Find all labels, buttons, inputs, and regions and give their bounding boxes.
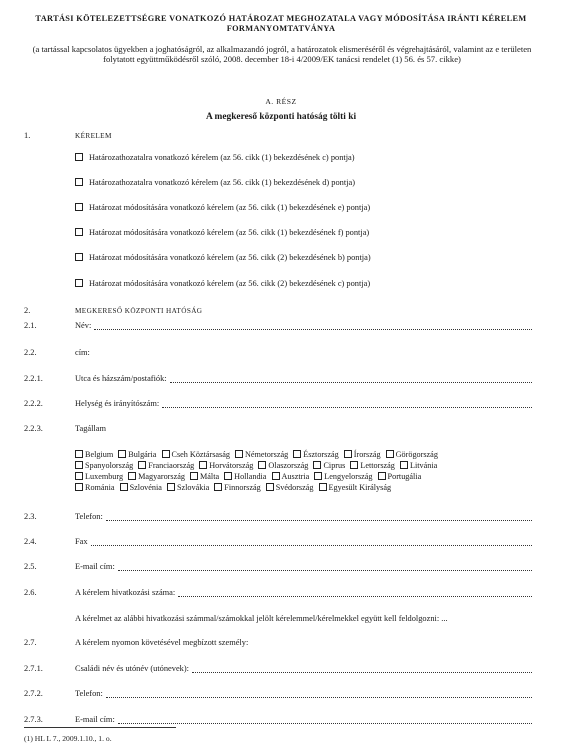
request-option[interactable]: Határozathozatalra vonatkozó kérelem (az 56. cikk (1) bekezdésének c) pontja) <box>75 153 355 162</box>
part-heading: A megkereső központi hatóság tölti ki <box>205 112 357 122</box>
section-title-request: KÉRELEM <box>75 132 112 140</box>
contact-name-input-line[interactable] <box>192 664 532 673</box>
part-label: A. RÉSZ <box>265 97 297 106</box>
checkbox[interactable] <box>199 461 207 469</box>
fax-field[interactable]: Fax <box>75 537 532 546</box>
checkbox[interactable] <box>314 472 322 480</box>
country-option[interactable]: Írország <box>344 450 381 459</box>
reference-input-line[interactable] <box>178 588 532 597</box>
request-option[interactable]: Határozat módosítására vonatkozó kérelem (az 56. cikk (1) bekezdésének e) pontja) <box>75 203 370 212</box>
member-state-label: Tagállam <box>75 424 107 433</box>
contact-email-field[interactable]: E-mail cím: <box>75 715 532 724</box>
city-field[interactable]: Helység és irányítószám: <box>75 399 532 408</box>
checkbox[interactable] <box>214 483 222 491</box>
city-input-line[interactable] <box>162 399 532 408</box>
field-number: 2.5. <box>24 562 37 571</box>
field-number: 2.2. <box>24 348 37 357</box>
contact-phone-field[interactable]: Telefon: <box>75 689 532 698</box>
checkbox[interactable] <box>128 472 136 480</box>
country-row <box>75 483 535 494</box>
checkbox[interactable] <box>190 472 198 480</box>
country-option[interactable]: Németország <box>235 450 288 459</box>
request-option[interactable]: Határozat módosítására vonatkozó kérelem (az 56. cikk (2) bekezdésének b) pontja) <box>75 253 371 262</box>
country-option[interactable]: Bulgária <box>118 450 156 459</box>
checkbox[interactable] <box>235 450 243 458</box>
form-title-line2: FORMANYOMTATVÁNYA <box>226 24 336 33</box>
field-number: 2.3. <box>24 512 37 521</box>
checkbox[interactable] <box>258 461 266 469</box>
checkbox[interactable] <box>75 279 83 287</box>
field-number: 2.7.3. <box>24 715 43 724</box>
checkbox[interactable] <box>162 450 170 458</box>
checkbox[interactable] <box>386 450 394 458</box>
country-option[interactable]: Belgium <box>75 450 113 459</box>
country-option[interactable]: Olaszország <box>258 461 308 470</box>
checkbox[interactable] <box>75 253 83 261</box>
country-option[interactable]: Luxemburg <box>75 472 123 481</box>
checkbox[interactable] <box>75 178 83 186</box>
country-option[interactable]: Észtország <box>293 450 338 459</box>
phone-input-line[interactable] <box>106 512 532 521</box>
contact-phone-input-line[interactable] <box>106 689 532 698</box>
country-option[interactable]: Ausztria <box>272 472 310 481</box>
country-option[interactable]: Horvátország <box>199 461 253 470</box>
fax-input-line[interactable] <box>91 537 532 546</box>
checkbox[interactable] <box>272 472 280 480</box>
name-input-line[interactable] <box>94 321 532 330</box>
checkbox[interactable] <box>120 483 128 491</box>
country-option[interactable]: Lengyelország <box>314 472 372 481</box>
field-number: 2.2.1. <box>24 374 43 383</box>
section-title-authority: MEGKERESŐ KÖZPONTI HATÓSÁG <box>75 307 203 315</box>
country-option[interactable]: Ciprus <box>313 461 345 470</box>
checkbox[interactable] <box>266 483 274 491</box>
checkbox[interactable] <box>118 450 126 458</box>
phone-field[interactable]: Telefon: <box>75 512 532 521</box>
checkbox[interactable] <box>75 450 83 458</box>
regulation-reference: (a tartással kapcsolatos ügyekben a joghatóságról, az alkalmazandó jogról, a határozatok elismeréséről és végrehajtásáról, valamint az e területen folytatott együttműködésről szóló, 2008. december 18-i 4/2009/EK tanácsi rendelet (1) 56. és 57. cikke) <box>32 44 532 65</box>
checkbox[interactable] <box>75 472 83 480</box>
contact-name-field[interactable]: Családi név és utónév (utónevek): <box>75 664 532 673</box>
checkbox[interactable] <box>167 483 175 491</box>
country-option[interactable]: Hollandia <box>224 472 266 481</box>
form-title-line1: TARTÁSI KÖTELEZETTSÉGRE VONATKOZÓ HATÁROZAT MEGHOZATALA VAGY MÓDOSÍTÁSA IRÁNTI KÉRELEM <box>35 14 527 23</box>
country-row <box>75 450 535 461</box>
street-input-line[interactable] <box>170 374 532 383</box>
field-number: 2.2.2. <box>24 399 43 408</box>
related-requests-note[interactable]: A kérelmet az alábbi hivatkozási számmal/számokkal jelölt kérelemmel/kérelmekkel együtt kell feldolgozni: ... <box>75 614 448 623</box>
footnote: (1) HL L 7., 2009.1.10., 1. o. <box>24 734 112 743</box>
request-option[interactable]: Határozathozatalra vonatkozó kérelem (az 56. cikk (1) bekezdésének d) pontja) <box>75 178 355 187</box>
country-option[interactable]: Finnország <box>214 483 260 492</box>
country-option[interactable]: Cseh Köztársaság <box>162 450 230 459</box>
country-option[interactable]: Lettország <box>350 461 395 470</box>
country-option[interactable]: Szlovákia <box>167 483 209 492</box>
street-field[interactable]: Utca és házszám/postafiók: <box>75 374 532 383</box>
address-label: cím: <box>75 348 90 357</box>
country-option[interactable]: Egyesült Királyság <box>319 483 392 492</box>
field-number: 2.2.3. <box>24 424 43 433</box>
country-option[interactable]: Spanyolország <box>75 461 133 470</box>
checkbox[interactable] <box>400 461 408 469</box>
country-option[interactable]: Litvánia <box>400 461 437 470</box>
checkbox[interactable] <box>344 450 352 458</box>
country-row <box>75 461 535 472</box>
field-number: 2.1. <box>24 321 37 330</box>
country-option[interactable]: Franciaország <box>138 461 194 470</box>
checkbox[interactable] <box>224 472 232 480</box>
email-field[interactable]: E-mail cím: <box>75 562 532 571</box>
member-state-list <box>75 450 535 494</box>
section-number: 1. <box>24 131 31 140</box>
checkbox[interactable] <box>75 203 83 211</box>
footnote-divider <box>24 727 176 728</box>
checkbox[interactable] <box>293 450 301 458</box>
field-number: 2.6. <box>24 588 37 597</box>
section-number: 2. <box>24 306 31 315</box>
country-option[interactable]: Szlovénia <box>120 483 162 492</box>
country-row <box>75 472 535 483</box>
country-option[interactable]: Románia <box>75 483 115 492</box>
checkbox[interactable] <box>378 472 386 480</box>
checkbox[interactable] <box>350 461 358 469</box>
country-option[interactable]: Portugália <box>378 472 422 481</box>
field-number: 2.7.1. <box>24 664 43 673</box>
request-option[interactable]: Határozat módosítására vonatkozó kérelem (az 56. cikk (2) bekezdésének c) pontja) <box>75 279 370 288</box>
country-option[interactable]: Görögország <box>386 450 438 459</box>
contact-person-label: A kérelem nyomon követésével megbízott személy: <box>75 638 249 647</box>
contact-email-input-line[interactable] <box>118 715 532 724</box>
country-option[interactable]: Magyarország <box>128 472 185 481</box>
checkbox[interactable] <box>75 153 83 161</box>
email-input-line[interactable] <box>118 562 532 571</box>
country-option[interactable]: Svédország <box>266 483 314 492</box>
checkbox[interactable] <box>138 461 146 469</box>
request-option[interactable]: Határozat módosítására vonatkozó kérelem (az 56. cikk (1) bekezdésének f) pontja) <box>75 228 369 237</box>
reference-number-field[interactable]: A kérelem hivatkozási száma: <box>75 588 532 597</box>
field-number: 2.4. <box>24 537 37 546</box>
checkbox[interactable] <box>313 461 321 469</box>
checkbox[interactable] <box>75 461 83 469</box>
checkbox[interactable] <box>75 483 83 491</box>
field-number: 2.7.2. <box>24 689 43 698</box>
name-field[interactable]: Név: <box>75 321 532 330</box>
checkbox[interactable] <box>75 228 83 236</box>
field-number: 2.7. <box>24 638 37 647</box>
checkbox[interactable] <box>319 483 327 491</box>
country-option[interactable]: Málta <box>190 472 219 481</box>
